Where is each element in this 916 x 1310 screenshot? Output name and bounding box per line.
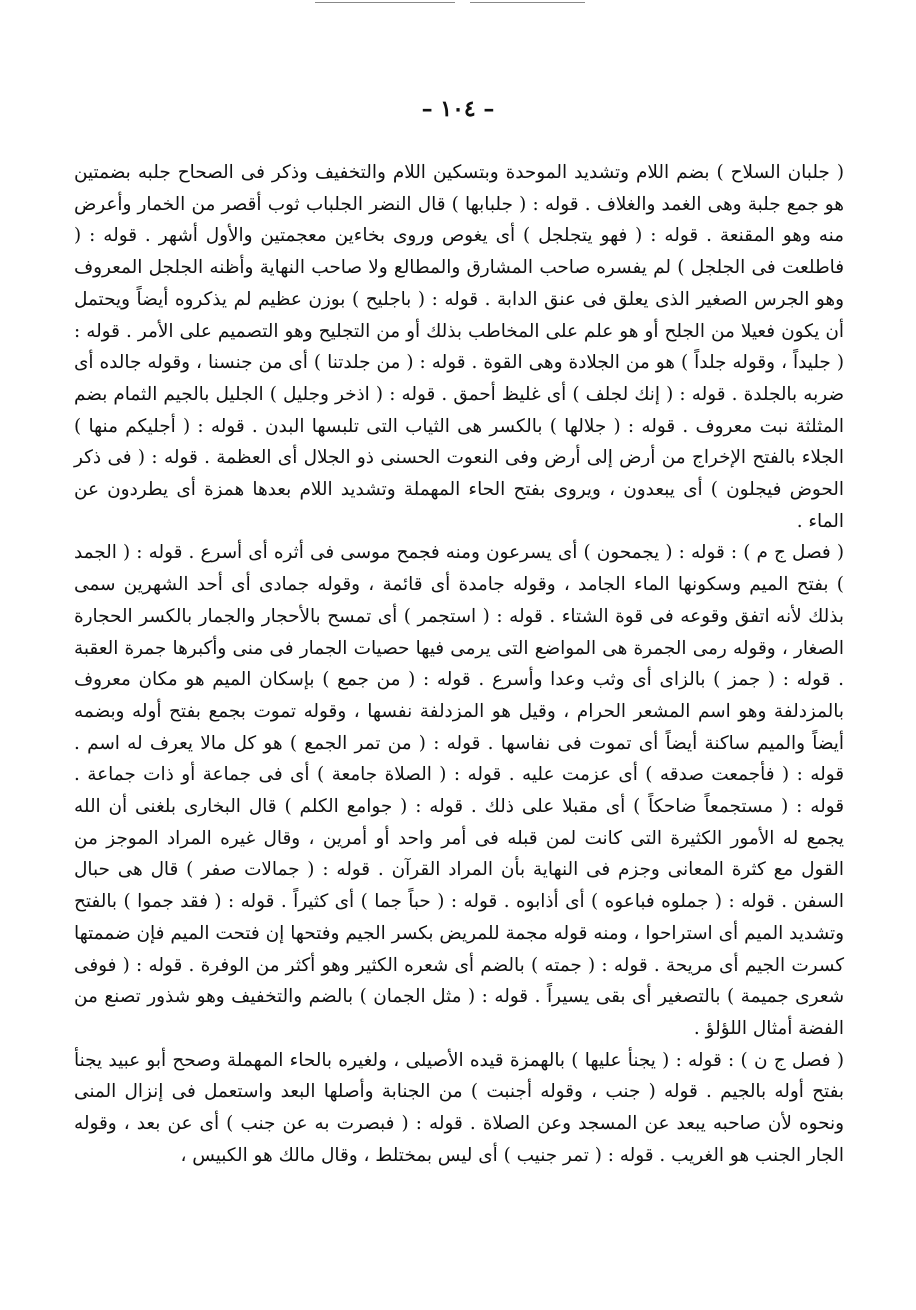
- text-block: [74, 157, 844, 1172]
- paragraph-fasl-jeem-meem: ( فصل ج م ) : قوله : ( يجمحون ) أى يسرعون ومنه فجمح موسى فى أثره أى أسرع . قوله : ( الجمد ) بفتح الميم وسكونها الماء الجامد ، وقوله جامدة أى قائمة ، وقوله جمادى أى أحد الشهرين سمى بذلك لأنه اتفق وقوعه فى قوة الشتاء . قوله : ( استجمر ) أى تمسح بالأحجار والجمار بالكسر الحجارة الصغار ، وقوله رمى الجمرة هى المواضع التى يرمى فيها حصيات الجمار فى منى وأكبرها جمرة العقبة . قوله : ( جمز ) بالزاى أى وثب وعدا وأسرع . قوله : ( من جمع ) بإسكان الميم هو مكان معروف بالمزدلفة وهو اسم المشعر الحرام ، وقيل هو المزدلفة نفسها ، وقوله تموت بجمع بفتح أوله وبضمه أيضاً والميم ساكنة أيضاً أى تموت فى نفاسها . قوله : ( من تمر الجمع ) هو كل مالا يعرف له اسم . قوله : ( فأجمعت صدقه ) أى عزمت عليه . قوله : ( الصلاة جامعة ) أى فى جماعة أو ذات جماعة . قوله : ( مستجمعاً ضاحكاً ) أى مقبلا على ذلك . قوله : ( جوامع الكلم ) قال البخارى بلغنى أن الله يجمع له الأمور الكثيرة التى كانت لمن قبله فى أمر واحد أو أمرين ، وقال غيره المراد الموجز من القول مع كثرة المعانى وجزم فى النهاية بأن المراد القرآن . قوله : ( جمالات صفر ) قال هى حبال السفن . قوله : ( جملوه فباعوه ) أى أذابوه . قوله : ( حباً جما ) أى كثيراً . قوله : ( فقد جموا ) بالفتح وتشديد الميم أى استراحوا ، ومنه قوله مجمة للمريض بكسر الجيم وفتحها إن فتحت الميم فإن ضممتها كسرت الجيم أى مريحة . قوله : ( جمته ) بالضم أى شعره الكثير وهو أكثر من الوفرة . قوله : ( فوفى شعرى جميمة ) بالتصغير أى بقى يسيراً . قوله : ( مثل الجمان ) بالضم والتخفيف وهو شذور تصنع من الفضة أمثال اللؤلؤ .: [74, 542, 844, 1039]
- page-number: – ١٠٤ –: [421, 96, 495, 122]
- paragraph-fasl-jeem-noon: ( فصل ج ن ) : قوله : ( يجنأ عليها ) بالهمزة قيده الأصيلى ، ولغيره بالحاء المهملة وصحح أبو عبيد يجنأ بفتح أوله بالجيم . قوله ( جنب ، وقوله أجنبت ) من الجنابة وأصلها البعد واستعمل فى إنزال المنى ونحوه لأن صاحبه يبعد عن المسجد وعن الصلاة . قوله : ( فبصرت به عن جنب ) أى عن بعد ، وقوله الجار الجنب هو الغريب . قوله : ( تمر جنيب ) أى ليس بمختلط ، وقال مالك هو الكبيس ،: [74, 1049, 844, 1166]
- paragraph-jeem-lam: ( جلبان السلاح ) بضم اللام وتشديد الموحدة وبتسكين اللام والتخفيف وذكر فى الصحاح جلبه بضمتين هو جمع جلبة وهى الغمد والغلاف . قوله : ( جلبابها ) قال النضر الجلباب ثوب أقصر من الخمار وأعرض منه وهو المقنعة . قوله : ( فهو يتجلجل ) أى يغوص وروى بخاءين معجمتين والأول أشهر . قوله : ( فاطلعت فى الجلجل ) لم يفسره صاحب المشارق والمطالع ولا صاحب النهاية وأظنه الجلجل المعروف وهو الجرس الصغير الذى يعلق فى عنق الدابة . قوله : ( باجليح ) بوزن عظيم لم يذكروه أيضاً ويحتمل أن يكون فعيلا من الجلح أو هو علم على المخاطب بذلك أو من التجليح وهو التصميم على الأمر . قوله : ( جليداً ، وقوله جلداً ) هو من الجلادة وهى القوة . قوله : ( من جلدتنا ) أى من جنسنا ، وقوله جالده أى ضربه بالجلدة . قوله : ( إنك لجلف ) أى غليظ أحمق . قوله : ( اذخر وجليل ) الجليل بالجيم الثمام بضم المثلثة نبت معروف . قوله : ( جلالها ) بالكسر هى الثياب التى تلبسها البدن . قوله : ( أجليكم منها ) الجلاء بالفتح الإخراج من أرض إلى أرض وفى النعوت الحسنى ذو الجلال أى العظمة . قوله : ( فى ذكر الحوض فيجلون ) أى يبعدون ، ويروى بفتح الحاء المهملة وتشديد اللام بعدها همزة أى يطردون عن الماء .: [74, 162, 844, 532]
- top-rule-right: [470, 2, 585, 3]
- top-rule-left: [315, 2, 455, 3]
